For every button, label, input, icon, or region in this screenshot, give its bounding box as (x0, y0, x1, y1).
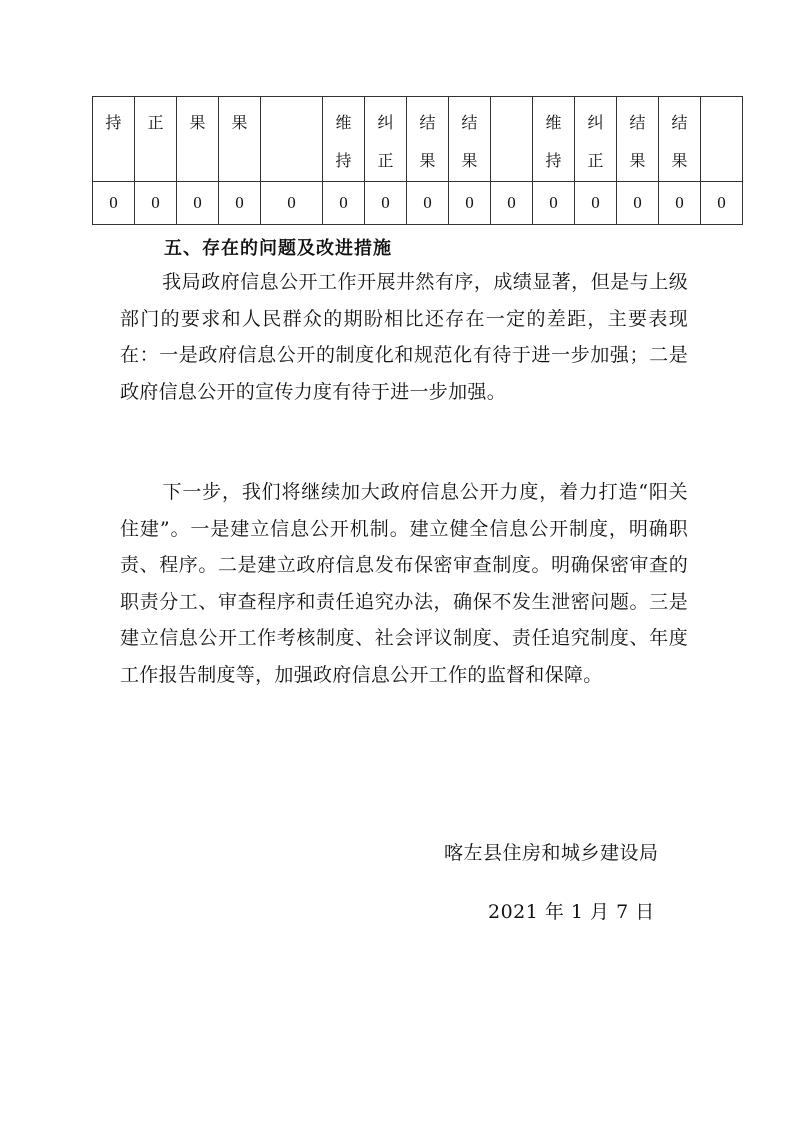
value-cell: 0 (219, 182, 261, 225)
header-char: 正 (377, 151, 394, 170)
value-cell: 0 (617, 182, 659, 225)
header-char: 结 (671, 113, 688, 132)
value-cell: 0 (533, 182, 575, 225)
header-cell (407, 97, 449, 182)
header-cell (219, 97, 261, 182)
header-char: 持 (105, 113, 122, 132)
header-char: 持 (335, 151, 352, 170)
header-char: 果 (629, 151, 646, 170)
problems-paragraph (120, 264, 688, 410)
header-char: 果 (231, 113, 248, 132)
issuing-organization: 喀左县住房和城乡建设局 (444, 842, 659, 864)
header-char: 果 (419, 151, 436, 170)
header-cell (365, 97, 407, 182)
value-cell: 0 (323, 182, 365, 225)
header-cell (93, 97, 135, 182)
header-cell (533, 97, 575, 182)
value-cell: 0 (177, 182, 219, 225)
table-value-row (93, 182, 743, 225)
header-cell (659, 97, 701, 182)
value-cell: 0 (407, 182, 449, 225)
header-cell (617, 97, 659, 182)
header-cell (261, 97, 323, 182)
value-cell: 0 (659, 182, 701, 225)
table-header-row (93, 97, 743, 182)
header-cell (177, 97, 219, 182)
improvement-paragraph (120, 474, 688, 693)
header-char: 纠 (587, 113, 604, 132)
header-cell (575, 97, 617, 182)
header-char: 正 (147, 113, 164, 132)
value-cell: 0 (365, 182, 407, 225)
value-cell: 0 (93, 182, 135, 225)
header-char: 结 (629, 113, 646, 132)
header-cell (491, 97, 533, 182)
value-cell: 0 (449, 182, 491, 225)
header-char: 维 (335, 113, 352, 132)
value-cell: 0 (491, 182, 533, 225)
header-cell (449, 97, 491, 182)
value-cell: 0 (135, 182, 177, 225)
header-cell (701, 97, 743, 182)
header-char: 结 (419, 113, 436, 132)
header-char: 持 (545, 151, 562, 170)
header-char: 维 (545, 113, 562, 132)
issue-date: 2021 年 1 月 7 日 (488, 901, 655, 923)
header-char: 果 (189, 113, 206, 132)
header-cell (323, 97, 365, 182)
value-cell: 0 (261, 182, 323, 225)
section-heading: 五、存在的问题及改进措施 (164, 238, 392, 259)
value-cell: 0 (575, 182, 617, 225)
header-char: 果 (461, 151, 478, 170)
value-cell: 0 (701, 182, 743, 225)
header-char: 正 (587, 151, 604, 170)
review-results-table (92, 96, 743, 225)
header-cell (135, 97, 177, 182)
problems-text: 我局政府信息公开工作开展井然有序，成绩显著，但是与上级部门的要求和人民群众的期盼相比还存在一定的差距，主要表现在：一是政府信息公开的制度化和规范化有待于进一步加强；二是政府信息公开的宣传力度有待于进一步加强。 (120, 271, 688, 403)
header-char: 结 (461, 113, 478, 132)
header-char: 果 (671, 151, 688, 170)
header-char: 纠 (377, 113, 394, 132)
improvement-text: 下一步，我们将继续加大政府信息公开力度，着力打造“阳关住建”。一是建立信息公开机制。建立健全信息公开制度，明确职责、程序。二是建立政府信息发布保密审查制度。明确保密审查的职责分工、审查程序和责任追究办法，确保不发生泄密问题。三是建立信息公开工作考核制度、社会评议制度、责任追究制度、年度工作报告制度等，加强政府信息公开工作的监督和保障。 (120, 481, 688, 686)
